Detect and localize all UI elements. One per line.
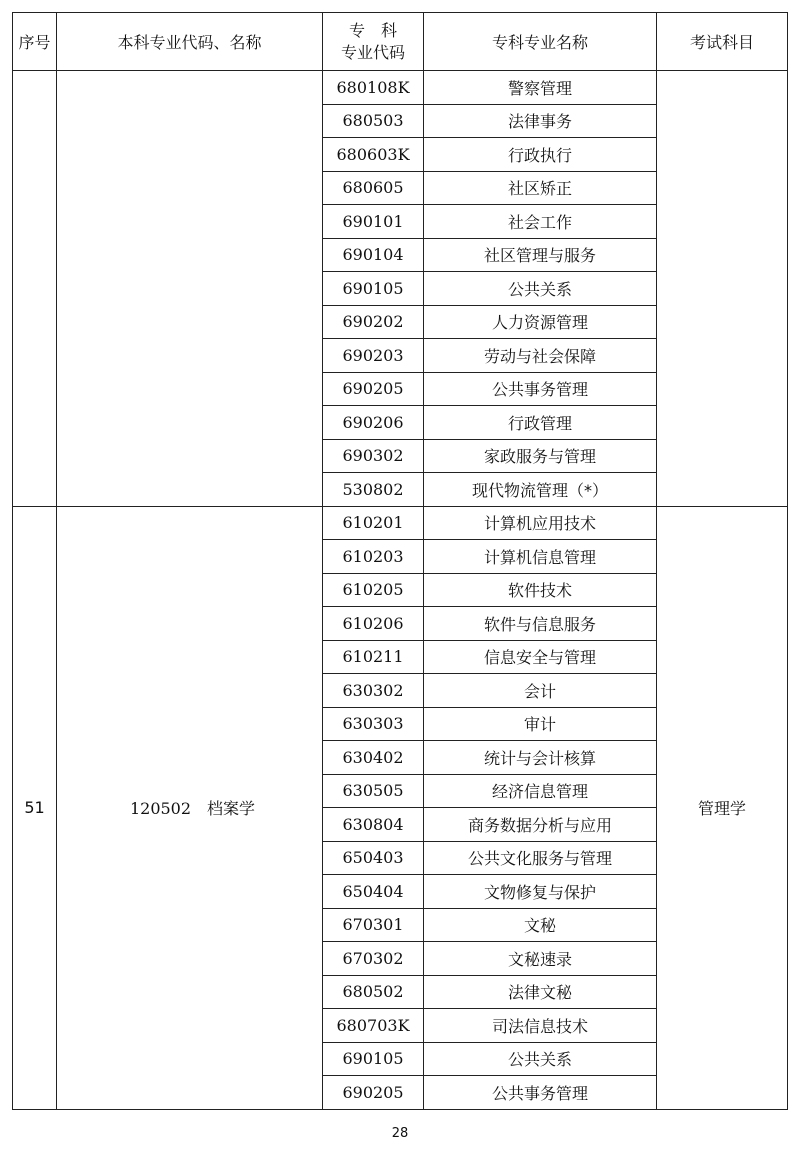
subject-cell: [657, 71, 788, 507]
subject-cell: 管理学: [657, 506, 788, 1109]
header-seq: 序号: [13, 13, 57, 71]
major-cell: [57, 71, 323, 507]
specialty-name-cell: 法律文秘: [424, 975, 657, 1009]
specialty-name-cell: 公共事务管理: [424, 372, 657, 406]
table-row: [13, 506, 788, 540]
header-row: [13, 13, 788, 71]
specialty-name-cell: 信息安全与管理: [424, 640, 657, 674]
specialty-name-cell: 软件技术: [424, 573, 657, 607]
specialty-code-cell: 670301: [323, 908, 424, 942]
specialty-code-cell: 690202: [323, 305, 424, 339]
specialty-code-cell: 610211: [323, 640, 424, 674]
header-code-line2: 专业代码: [340, 42, 405, 62]
seq-cell: 51: [13, 506, 57, 1109]
specialty-name-cell: 文物修复与保护: [424, 875, 657, 909]
header-subject: 考试科目: [657, 13, 788, 71]
specialty-code-cell: 610201: [323, 506, 424, 540]
specialty-name-cell: 会计: [424, 674, 657, 708]
specialty-code-cell: 610206: [323, 607, 424, 641]
specialty-code-cell: 680605: [323, 171, 424, 205]
major-name: 档案学: [207, 799, 256, 818]
specialty-code-cell: 680703K: [323, 1009, 424, 1043]
specialty-code-cell: 690101: [323, 205, 424, 239]
specialty-name-cell: 现代物流管理（*）: [424, 473, 657, 507]
page-number: 28: [391, 1126, 409, 1141]
specialty-code-cell: 630303: [323, 707, 424, 741]
specialty-name-cell: 劳动与社会保障: [424, 339, 657, 373]
specialty-code-cell: 650404: [323, 875, 424, 909]
specialty-name-cell: 家政服务与管理: [424, 439, 657, 473]
specialty-name-cell: 行政管理: [424, 406, 657, 440]
specialty-code-cell: 690203: [323, 339, 424, 373]
specialty-code-cell: 610205: [323, 573, 424, 607]
specialty-name-cell: 社区管理与服务: [424, 238, 657, 272]
specialty-name-cell: 公共关系: [424, 272, 657, 306]
specialty-code-cell: 680502: [323, 975, 424, 1009]
specialty-code-cell: 630804: [323, 808, 424, 842]
specialty-name-cell: 计算机应用技术: [424, 506, 657, 540]
specialty-name-cell: 计算机信息管理: [424, 540, 657, 574]
specialty-name-cell: 社会工作: [424, 205, 657, 239]
specialty-code-cell: 690105: [323, 1042, 424, 1076]
major-cell: [57, 506, 323, 1109]
specialty-code-cell: 610203: [323, 540, 424, 574]
specialty-code-cell: 690205: [323, 1076, 424, 1110]
specialty-code-cell: 630302: [323, 674, 424, 708]
header-name: 专科专业名称: [424, 13, 657, 71]
specialty-name-cell: 警察管理: [424, 71, 657, 105]
specialty-name-cell: 公共事务管理: [424, 1076, 657, 1110]
specialty-code-cell: 670302: [323, 942, 424, 976]
header-code: [323, 13, 424, 71]
specialty-code-cell: 680503: [323, 104, 424, 138]
major-code: 120502: [129, 799, 192, 818]
header-major: 本科专业代码、名称: [57, 13, 323, 71]
specialty-name-cell: 经济信息管理: [424, 774, 657, 808]
specialty-code-cell: 690206: [323, 406, 424, 440]
seq-cell: [13, 71, 57, 507]
specialty-code-cell: 530802: [323, 473, 424, 507]
specialty-name-cell: 公共文化服务与管理: [424, 841, 657, 875]
specialty-code-cell: 680108K: [323, 71, 424, 105]
specialty-name-cell: 审计: [424, 707, 657, 741]
specialty-name-cell: 人力资源管理: [424, 305, 657, 339]
specialty-code-cell: 690302: [323, 439, 424, 473]
specialty-code-cell: 690205: [323, 372, 424, 406]
specialty-name-cell: 公共关系: [424, 1042, 657, 1076]
specialty-name-cell: 行政执行: [424, 138, 657, 172]
specialty-name-cell: 文秘速录: [424, 942, 657, 976]
specialty-code-cell: 690105: [323, 272, 424, 306]
specialty-code-cell: 630505: [323, 774, 424, 808]
specialty-code-cell: 680603K: [323, 138, 424, 172]
specialty-code-cell: 650403: [323, 841, 424, 875]
specialty-code-cell: 630402: [323, 741, 424, 775]
header-code-line1: 专 科: [348, 20, 397, 40]
specialty-name-cell: 统计与会计核算: [424, 741, 657, 775]
table-row: [13, 71, 788, 105]
specialty-name-cell: 商务数据分析与应用: [424, 808, 657, 842]
specialty-name-cell: 软件与信息服务: [424, 607, 657, 641]
specialty-name-cell: 司法信息技术: [424, 1009, 657, 1043]
major-table: [12, 12, 788, 1110]
specialty-code-cell: 690104: [323, 238, 424, 272]
specialty-name-cell: 社区矫正: [424, 171, 657, 205]
specialty-name-cell: 法律事务: [424, 104, 657, 138]
specialty-name-cell: 文秘: [424, 908, 657, 942]
